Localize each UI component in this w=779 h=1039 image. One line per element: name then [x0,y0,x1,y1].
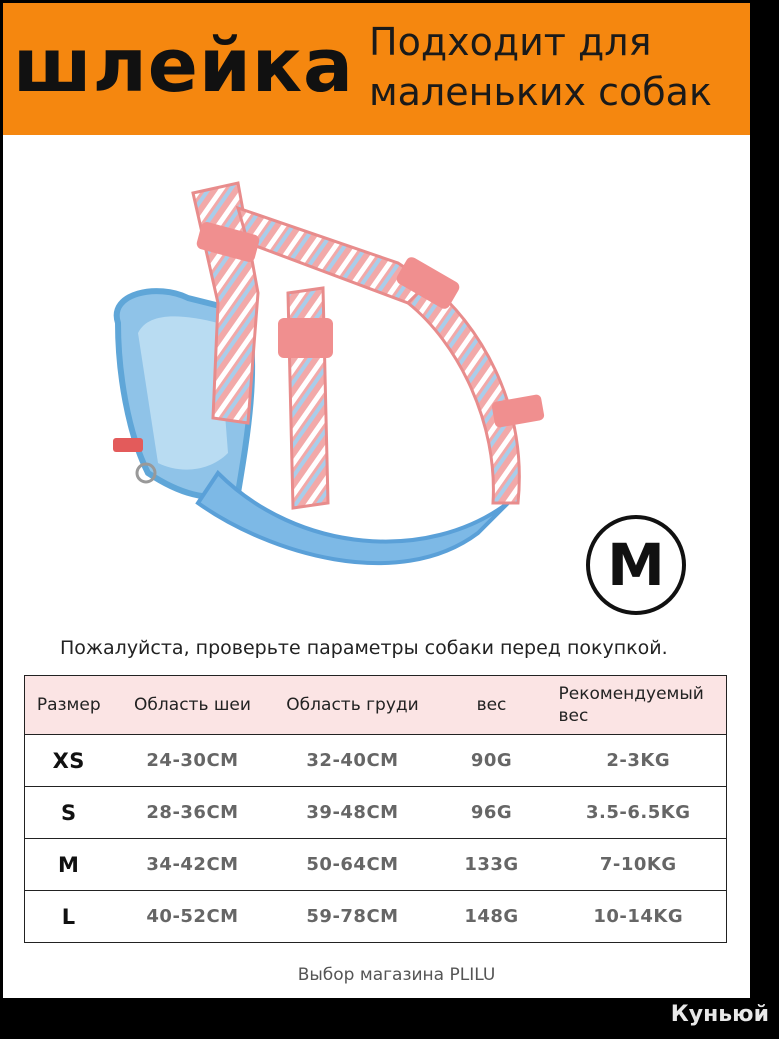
cell-size: S [25,787,113,839]
cell-recommended-weight: 3.5-6.5KG [551,787,727,839]
table-row [25,787,727,839]
cell-weight: 96G [433,787,551,839]
cell-chest: 39-48CM [273,787,433,839]
header-weight: вес [433,676,551,735]
cell-chest: 50-64CM [273,839,433,891]
cell-recommended-weight: 7-10KG [551,839,727,891]
size-badge: M [586,515,686,615]
header-banner [3,3,750,135]
header-neck: Область шеи [113,676,273,735]
cell-neck: 34-42CM [113,839,273,891]
table-row [25,891,727,943]
cell-weight: 90G [433,735,551,787]
cell-recommended-weight: 10-14KG [551,891,727,943]
cell-weight: 148G [433,891,551,943]
cell-size: L [25,891,113,943]
table-row [25,839,727,891]
table-row [25,735,727,787]
cell-weight: 133G [433,839,551,891]
cell-size: M [25,839,113,891]
cell-neck: 24-30CM [113,735,273,787]
harness-image [98,173,558,613]
banner-subtitle [369,17,712,117]
cell-size: XS [25,735,113,787]
table-header-row [25,676,727,735]
product-card [3,3,750,998]
header-size: Размер [25,676,113,735]
banner-title: шлейка [13,23,354,109]
banner-subtitle-line2: маленьких собак [369,70,712,114]
cell-chest: 32-40CM [273,735,433,787]
cell-recommended-weight: 2-3KG [551,735,727,787]
watermark: Куньюй [670,1002,769,1027]
purchase-notice: Пожалуйста, проверьте параметры собаки перед покупкой. [60,637,668,659]
size-table [24,675,727,943]
header-recommended-weight: Рекомендуемый вес [551,676,727,735]
header-chest: Область груди [273,676,433,735]
banner-subtitle-line1: Подходит для [369,20,652,64]
cell-neck: 40-52CM [113,891,273,943]
store-label: Выбор магазина PLILU [297,965,496,985]
cell-chest: 59-78CM [273,891,433,943]
cell-neck: 28-36CM [113,787,273,839]
